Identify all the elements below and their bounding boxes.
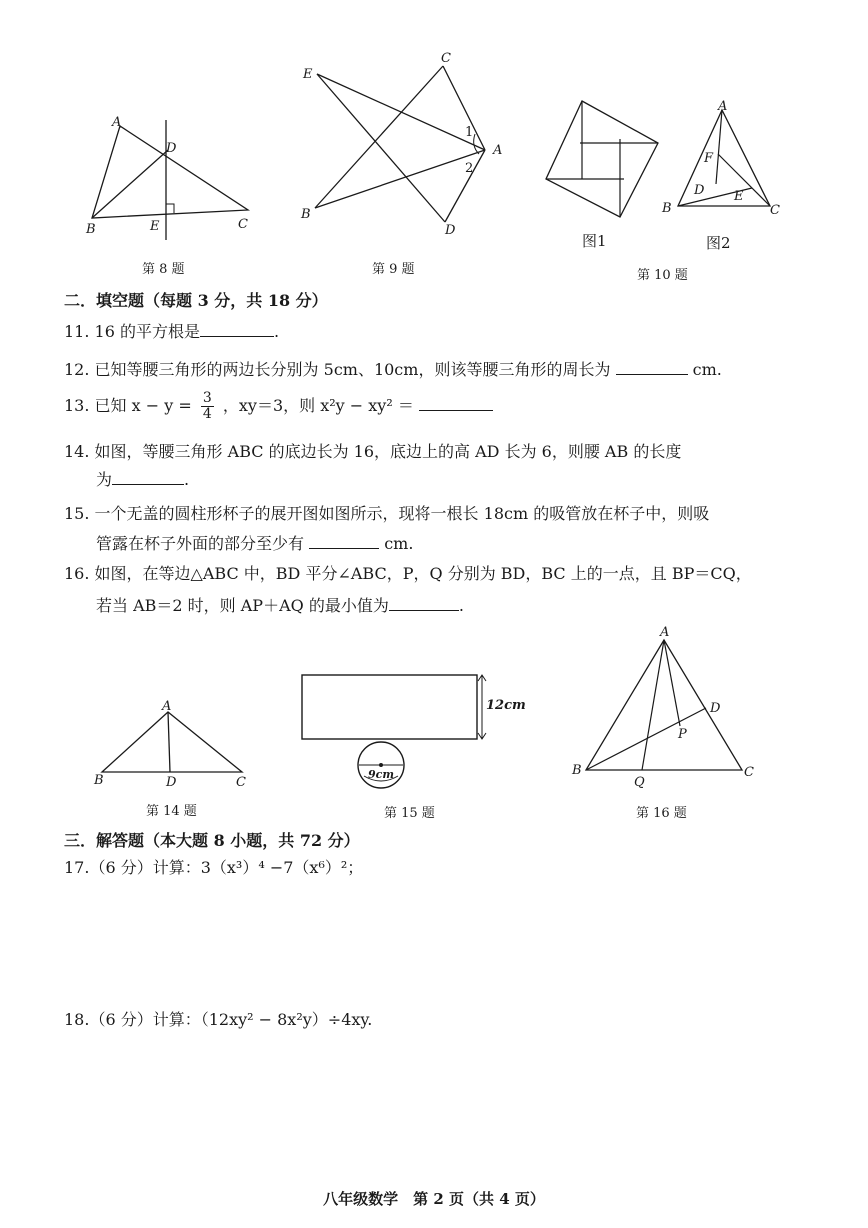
fig15-circ-label: 9cm — [368, 768, 394, 781]
question-14-line1 — [64, 442, 681, 462]
fig10-label-f: F — [704, 151, 714, 166]
fig10-label-b: B — [662, 201, 672, 216]
figure-16 — [566, 620, 766, 792]
fig8-label-a: A — [112, 115, 122, 130]
q16-line2: 若当 AB＝2 时，则 AP＋AQ 的最小值为 — [96, 596, 389, 615]
q15-answer-blank — [309, 532, 379, 549]
fig14-label-c: C — [236, 775, 246, 790]
question-13 — [64, 386, 493, 426]
fig10-sub1: 图1 — [582, 232, 607, 250]
question-15-line2 — [96, 532, 413, 554]
fig8-label-c: C — [238, 217, 248, 232]
q15-num: 15. — [64, 504, 90, 523]
fig14-label-b: B — [94, 773, 104, 788]
fig16-label-b: B — [572, 763, 582, 778]
q15-unit: cm. — [384, 534, 414, 553]
question-14-line2 — [96, 468, 189, 490]
fig10-sub2: 图2 — [706, 234, 731, 252]
question-16-line2 — [96, 594, 464, 616]
q13-frac-num: 3 — [202, 390, 212, 406]
question-16-line1 — [64, 564, 752, 584]
q13-pre: 已知 x − y = — [94, 396, 192, 415]
q14-line2: 为 — [96, 470, 113, 489]
fig14-label-a: A — [162, 699, 172, 714]
figure-8 — [80, 112, 270, 247]
q11-answer-blank — [200, 320, 274, 337]
q12-text: 已知等腰三角形的两边长分别为 5cm、10cm，则该等腰三角形的周长为 — [94, 360, 611, 379]
fig9-label-c: C — [441, 51, 451, 66]
fig9-label-a: A — [493, 143, 503, 158]
fig9-label-2: 2 — [465, 161, 474, 176]
q11-num: 11. — [64, 322, 90, 341]
fig8-label-d: D — [166, 141, 177, 156]
q13-answer-blank — [419, 394, 493, 411]
fig8-caption: 第 8 题 — [142, 262, 185, 277]
q13-fraction — [201, 391, 214, 422]
fig10-caption: 第 10 题 — [637, 268, 688, 283]
fig16-label-c: C — [744, 765, 754, 780]
fig14-label-d: D — [166, 775, 177, 790]
fig16-label-p: P — [678, 727, 687, 742]
q16-num: 16. — [64, 564, 90, 583]
question-18: 18.（6 分）计算：（12xy² − 8x²y）÷4xy. — [64, 1010, 373, 1029]
question-17: 17.（6 分）计算：3（x³）⁴ −7（x⁶）²； — [64, 858, 364, 877]
fig16-label-q: Q — [634, 775, 645, 790]
figure-10-1 — [540, 95, 665, 220]
fig14-caption: 第 14 题 — [146, 804, 197, 819]
q11-text: 16 的平方根是 — [94, 322, 200, 341]
fig10-label-a: A — [718, 100, 728, 114]
q12-answer-blank — [616, 358, 688, 375]
q14-answer-blank — [112, 468, 184, 485]
fig9-label-d: D — [445, 223, 456, 238]
fig9-label-e: E — [303, 67, 313, 82]
fig15-height-label: 12cm — [486, 698, 526, 713]
q12-unit: cm. — [692, 360, 722, 379]
fig10-label-d: D — [694, 183, 705, 198]
fig10-label-e: E — [734, 189, 744, 204]
q13-post: ，xy＝3，则 x²y − xy² ＝ — [222, 396, 414, 415]
q11-end: . — [274, 322, 280, 341]
q13-frac-den: 4 — [202, 406, 212, 422]
figure-15 — [296, 668, 536, 793]
figure-14 — [90, 698, 260, 790]
question-15-line1 — [64, 504, 709, 524]
q12-num: 12. — [64, 360, 90, 379]
fig9-caption: 第 9 题 — [372, 262, 415, 277]
figure-10-2 — [658, 100, 788, 220]
figure-9 — [295, 48, 525, 248]
q13-num: 13. — [64, 396, 90, 415]
page-footer: 八年级数学 第 2 页（共 4 页） — [323, 1190, 545, 1208]
fig8-label-e: E — [150, 219, 160, 234]
fig10-label-c: C — [770, 203, 780, 218]
q16-end: . — [458, 596, 464, 615]
q14-end: . — [184, 470, 190, 489]
question-11 — [64, 320, 279, 342]
fig16-label-d: D — [710, 701, 721, 716]
fig8-label-b: B — [86, 222, 96, 237]
q14-line1: 如图，等腰三角形 ABC 的底边长为 16，底边上的高 AD 长为 6，则腰 AB 的长度 — [94, 442, 682, 461]
q15-line2: 管露在杯子外面的部分至少有 — [96, 534, 305, 553]
fig9-label-1: 1 — [465, 125, 474, 140]
q15-line1: 一个无盖的圆柱形杯子的展开图如图所示，现将一根长 18cm 的吸管放在杯子中，则吸 — [94, 504, 710, 523]
fig16-caption: 第 16 题 — [636, 806, 687, 821]
q14-num: 14. — [64, 442, 90, 461]
q16-answer-blank — [389, 594, 459, 611]
section3-title: 三．解答题（本大题 8 小题，共 72 分） — [64, 831, 360, 850]
question-12 — [64, 358, 722, 380]
section2-title: 二．填空题（每题 3 分，共 18 分） — [64, 291, 328, 310]
q16-line1: 如图，在等边△ABC 中，BD 平分∠ABC，P，Q 分别为 BD，BC 上的一点，且 BP＝CQ， — [94, 564, 752, 583]
fig15-caption: 第 15 题 — [384, 806, 435, 821]
fig9-label-b: B — [301, 207, 311, 222]
fig16-label-a: A — [660, 625, 670, 640]
